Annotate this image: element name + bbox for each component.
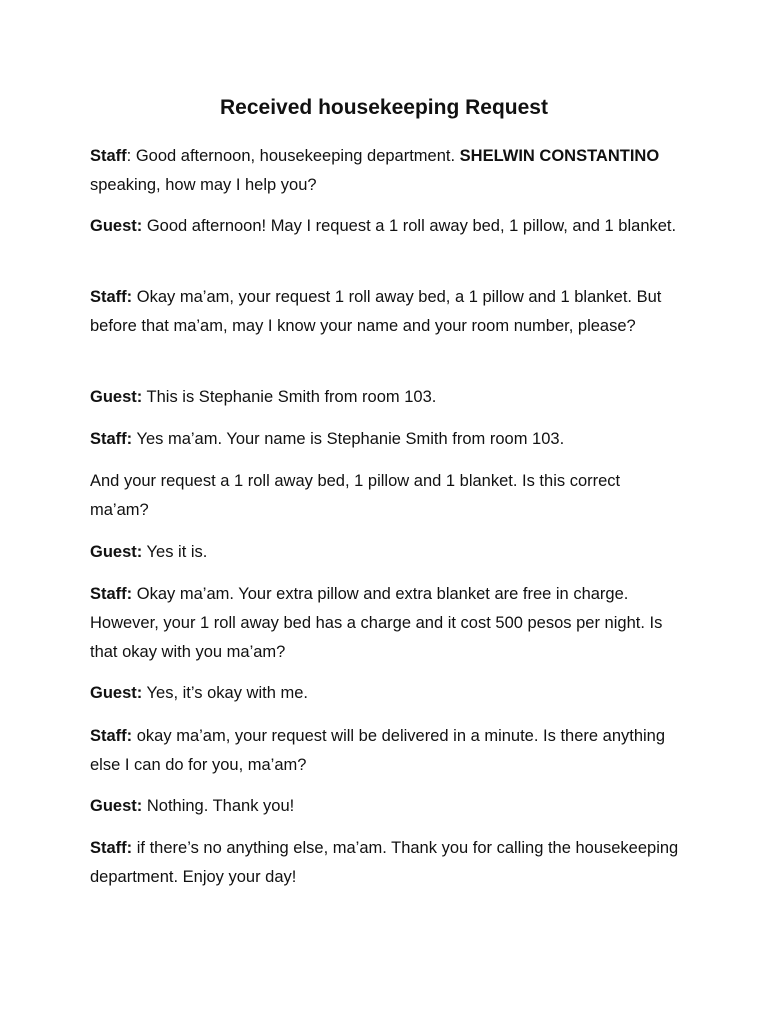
speaker-label: Guest: <box>90 217 143 235</box>
dialogue-line-guest <box>90 538 680 567</box>
document-title: Received housekeeping Request <box>220 96 548 119</box>
dialogue-text: : Good afternoon, housekeeping department. <box>126 147 460 165</box>
speaker-label: Guest: <box>90 543 143 561</box>
speaker-label: Staff <box>90 147 127 165</box>
dialogue-text: Okay ma’am, your request 1 roll away bed, a 1 pillow and 1 blanket. But before that ma’am, may I know your name and your room number, please? <box>90 288 662 335</box>
dialogue-text: Yes, it’s okay with me. <box>142 684 308 702</box>
dialogue-line-staff <box>90 425 680 454</box>
dialogue-line-staff <box>90 580 680 667</box>
dialogue-line-guest <box>90 792 680 821</box>
dialogue-text: speaking, how may I help you? <box>90 176 317 194</box>
speaker-label: Staff: <box>90 430 133 448</box>
dialogue-text: if there’s no anything else, ma’am. Thank you for calling the housekeeping department. Enjoy your day! <box>90 839 679 886</box>
dialogue-text: Nothing. Thank you! <box>142 797 295 815</box>
dialogue-text: Okay ma’am. Your extra pillow and extra blanket are free in charge. However, your 1 roll away bed has a charge and it cost 500 pesos per night. Is that okay with you ma’am? <box>90 585 663 661</box>
dialogue-line-guest <box>90 383 680 412</box>
dialogue-line-guest <box>90 679 680 708</box>
dialogue-text: Yes it is. <box>142 543 208 561</box>
speaker-label: Staff: <box>90 727 133 745</box>
speaker-label: Guest: <box>90 684 143 702</box>
dialogue-text: And your request a 1 roll away bed, 1 pillow and 1 blanket. Is this correct ma’am? <box>90 472 621 519</box>
dialogue-line-staff <box>90 722 680 780</box>
dialogue-line-staff <box>90 834 680 892</box>
dialogue-line-staff <box>90 142 680 200</box>
dialogue-text: Yes ma’am. Your name is Stephanie Smith from room 103. <box>132 430 565 448</box>
speaker-label: Guest: <box>90 388 143 406</box>
dialogue-line-staff <box>90 283 680 341</box>
dialogue-text: okay ma’am, your request will be delivered in a minute. Is there anything else I can do for you, ma’am? <box>90 727 666 774</box>
dialogue-text: This is Stephanie Smith from room 103. <box>142 388 437 406</box>
dialogue-text: Good afternoon! May I request a 1 roll away bed, 1 pillow, and 1 blanket. <box>142 217 677 235</box>
speaker-label: Staff: <box>90 585 133 603</box>
dialogue-line-guest <box>90 212 680 241</box>
dialogue-line-continuation <box>90 467 680 525</box>
speaker-label: Staff: <box>90 288 133 306</box>
staff-name: SHELWIN CONSTANTINO <box>459 147 660 165</box>
speaker-label: Staff: <box>90 839 133 857</box>
speaker-label: Guest: <box>90 797 143 815</box>
